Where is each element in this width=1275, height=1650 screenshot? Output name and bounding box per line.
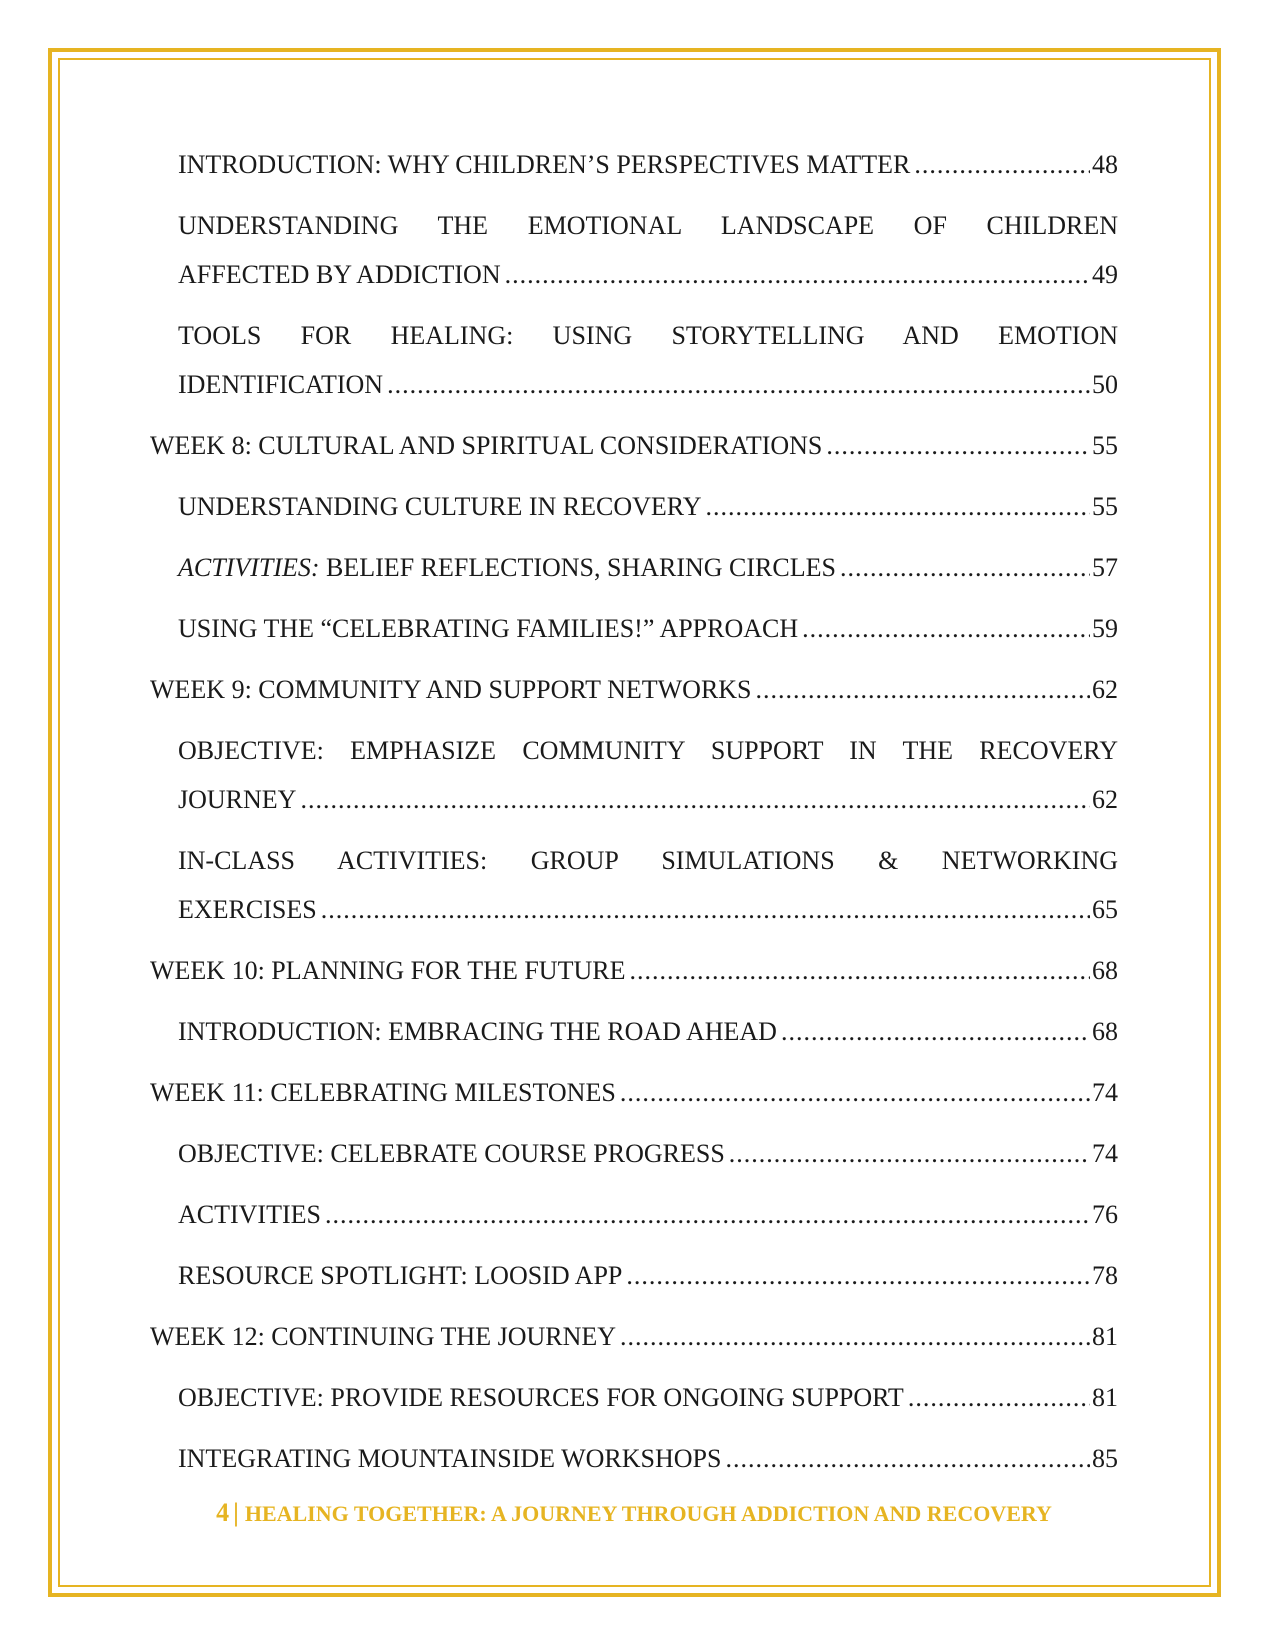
dot-leader	[840, 543, 1090, 592]
dot-leader	[629, 946, 1090, 995]
toc-entry-page-number: 76	[1092, 1200, 1118, 1229]
toc-entry-title-text: OBJECTIVE: CELEBRATE COURSE PROGRESS	[178, 1139, 725, 1168]
toc-entry-title	[178, 140, 910, 189]
toc-entry[interactable]	[150, 140, 1118, 189]
dot-leader	[505, 250, 1090, 299]
toc-entry-title	[150, 946, 625, 995]
dot-leader	[914, 140, 1090, 189]
toc-entry[interactable]	[150, 726, 1118, 824]
toc-entry-title-text: RESOURCE SPOTLIGHT: LOOSID APP	[178, 1261, 623, 1290]
toc-entry-title-text: AFFECTED BY ADDICTION	[178, 260, 501, 289]
dot-leader	[802, 604, 1090, 653]
footer-page-number: 4	[216, 1498, 230, 1527]
toc-entry-title	[178, 1007, 777, 1056]
toc-entry-title-text: IDENTIFICATION	[178, 370, 384, 399]
toc-entry-title	[178, 1251, 622, 1300]
dot-leader	[325, 1190, 1090, 1239]
toc-entry-page-number: 81	[1092, 1383, 1118, 1412]
toc-entry-title	[150, 421, 822, 470]
toc-entry-title-text: UNDERSTANDING CULTURE IN RECOVERY	[178, 492, 702, 521]
dot-leader	[626, 1251, 1090, 1300]
toc-entry-title	[150, 665, 752, 714]
toc-entry[interactable]	[150, 1312, 1118, 1361]
toc-entry-page-number: 68	[1092, 1017, 1118, 1046]
toc-entry-page-number: 59	[1092, 614, 1118, 643]
dot-leader	[300, 775, 1090, 824]
toc-entry-page-number: 85	[1092, 1444, 1118, 1473]
toc-entry[interactable]	[150, 1251, 1118, 1300]
toc-entry-title	[178, 1434, 721, 1483]
toc-entry[interactable]	[150, 836, 1118, 934]
toc-entry-page-number: 65	[1092, 895, 1118, 924]
toc-entry[interactable]	[150, 665, 1118, 714]
toc-entry-title-line: OBJECTIVE: EMPHASIZE COMMUNITY SUPPORT IN THE RECOVERY	[178, 736, 1118, 765]
toc-entry-page-number: 62	[1092, 675, 1118, 704]
toc-entry-title-text: OBJECTIVE: PROVIDE RESOURCES FOR ONGOING SUPPORT	[178, 1383, 904, 1412]
toc-entry[interactable]	[150, 1007, 1118, 1056]
toc-entry[interactable]	[150, 201, 1118, 299]
toc-entry[interactable]	[150, 1373, 1118, 1422]
dot-leader	[729, 1129, 1090, 1178]
toc-entry-title-text: USING THE “CELEBRATING FAMILIES!” APPROACH	[178, 614, 799, 643]
toc-entry-page-number: 55	[1092, 492, 1118, 521]
toc-entry-page-number: 57	[1092, 553, 1118, 582]
page-footer	[150, 1498, 1118, 1529]
toc-entry-title-text: BELIEF REFLECTIONS, SHARING CIRCLES	[319, 553, 836, 582]
toc-entry-title-text: JOURNEY	[178, 785, 297, 814]
toc-entry-title	[178, 604, 798, 653]
table-of-contents	[150, 140, 1118, 1495]
toc-entry-title-text: EXERCISES	[178, 895, 317, 924]
toc-entry-title	[178, 360, 383, 409]
toc-entry-title-text: WEEK 12: CONTINUING THE JOURNEY	[150, 1322, 617, 1351]
toc-entry-title-text: WEEK 8: CULTURAL AND SPIRITUAL CONSIDERATIONS	[150, 431, 823, 460]
toc-entry[interactable]	[150, 1434, 1118, 1483]
toc-entry-title-line: IN-CLASS ACTIVITIES: GROUP SIMULATIONS & NETWORKING	[178, 846, 1118, 875]
toc-entry-title-text: ACTIVITIES	[178, 1200, 321, 1229]
toc-entry-title	[178, 1129, 725, 1178]
dot-leader	[908, 1373, 1090, 1422]
toc-entry-title	[178, 250, 501, 299]
toc-entry-title-text: INTRODUCTION: EMBRACING THE ROAD AHEAD	[178, 1017, 777, 1046]
toc-entry[interactable]	[150, 1190, 1118, 1239]
dot-leader	[725, 1434, 1090, 1483]
dot-leader	[781, 1007, 1090, 1056]
toc-entry[interactable]	[150, 1068, 1118, 1117]
toc-entry-title-line: UNDERSTANDING THE EMOTIONAL LANDSCAPE OF CHILDREN	[178, 211, 1118, 240]
dot-leader	[705, 482, 1090, 531]
toc-entry-title-text: INTRODUCTION: WHY CHILDREN’S PERSPECTIVES MATTER	[178, 150, 911, 179]
toc-entry-page-number: 50	[1092, 370, 1118, 399]
toc-entry[interactable]	[150, 604, 1118, 653]
toc-entry-title-text: INTEGRATING MOUNTAINSIDE WORKSHOPS	[178, 1444, 722, 1473]
dot-leader	[620, 1312, 1090, 1361]
toc-entry-page-number: 74	[1092, 1139, 1118, 1168]
toc-entry-title-text: WEEK 9: COMMUNITY AND SUPPORT NETWORKS	[150, 675, 752, 704]
toc-entry-page-number: 74	[1092, 1078, 1118, 1107]
toc-entry-title	[178, 482, 701, 531]
toc-entry-title	[150, 1068, 616, 1117]
toc-entry-page-number: 55	[1092, 431, 1118, 460]
dot-leader	[321, 885, 1090, 934]
toc-entry-page-number: 68	[1092, 956, 1118, 985]
dot-leader	[756, 665, 1090, 714]
footer-title: HEALING TOGETHER: A JOURNEY THROUGH ADDICTION AND RECOVERY	[244, 1501, 1052, 1526]
dot-leader	[387, 360, 1090, 409]
toc-entry-title	[178, 1373, 904, 1422]
toc-entry-page-number: 78	[1092, 1261, 1118, 1290]
toc-entry[interactable]	[150, 311, 1118, 409]
toc-entry[interactable]	[150, 482, 1118, 531]
toc-entry-title	[178, 885, 317, 934]
toc-entry[interactable]	[150, 543, 1118, 592]
toc-entry-title	[178, 775, 296, 824]
toc-entry-title-text: WEEK 11: CELEBRATING MILESTONES	[150, 1078, 616, 1107]
toc-entry-page-number: 49	[1092, 260, 1118, 289]
footer-separator: |	[233, 1498, 239, 1527]
toc-entry-title	[178, 543, 836, 592]
toc-entry-italic-prefix: ACTIVITIES:	[178, 553, 320, 582]
toc-entry-page-number: 48	[1092, 150, 1118, 179]
dot-leader	[826, 421, 1090, 470]
toc-entry-page-number: 62	[1092, 785, 1118, 814]
toc-entry-title	[150, 1312, 616, 1361]
toc-entry-title-line: TOOLS FOR HEALING: USING STORYTELLING AND EMOTION	[178, 321, 1118, 350]
toc-entry[interactable]	[150, 421, 1118, 470]
toc-entry[interactable]	[150, 1129, 1118, 1178]
toc-entry-title-text: WEEK 10: PLANNING FOR THE FUTURE	[150, 956, 626, 985]
dot-leader	[620, 1068, 1090, 1117]
toc-entry-page-number: 81	[1092, 1322, 1118, 1351]
toc-entry-title	[178, 1190, 321, 1239]
toc-entry[interactable]	[150, 946, 1118, 995]
